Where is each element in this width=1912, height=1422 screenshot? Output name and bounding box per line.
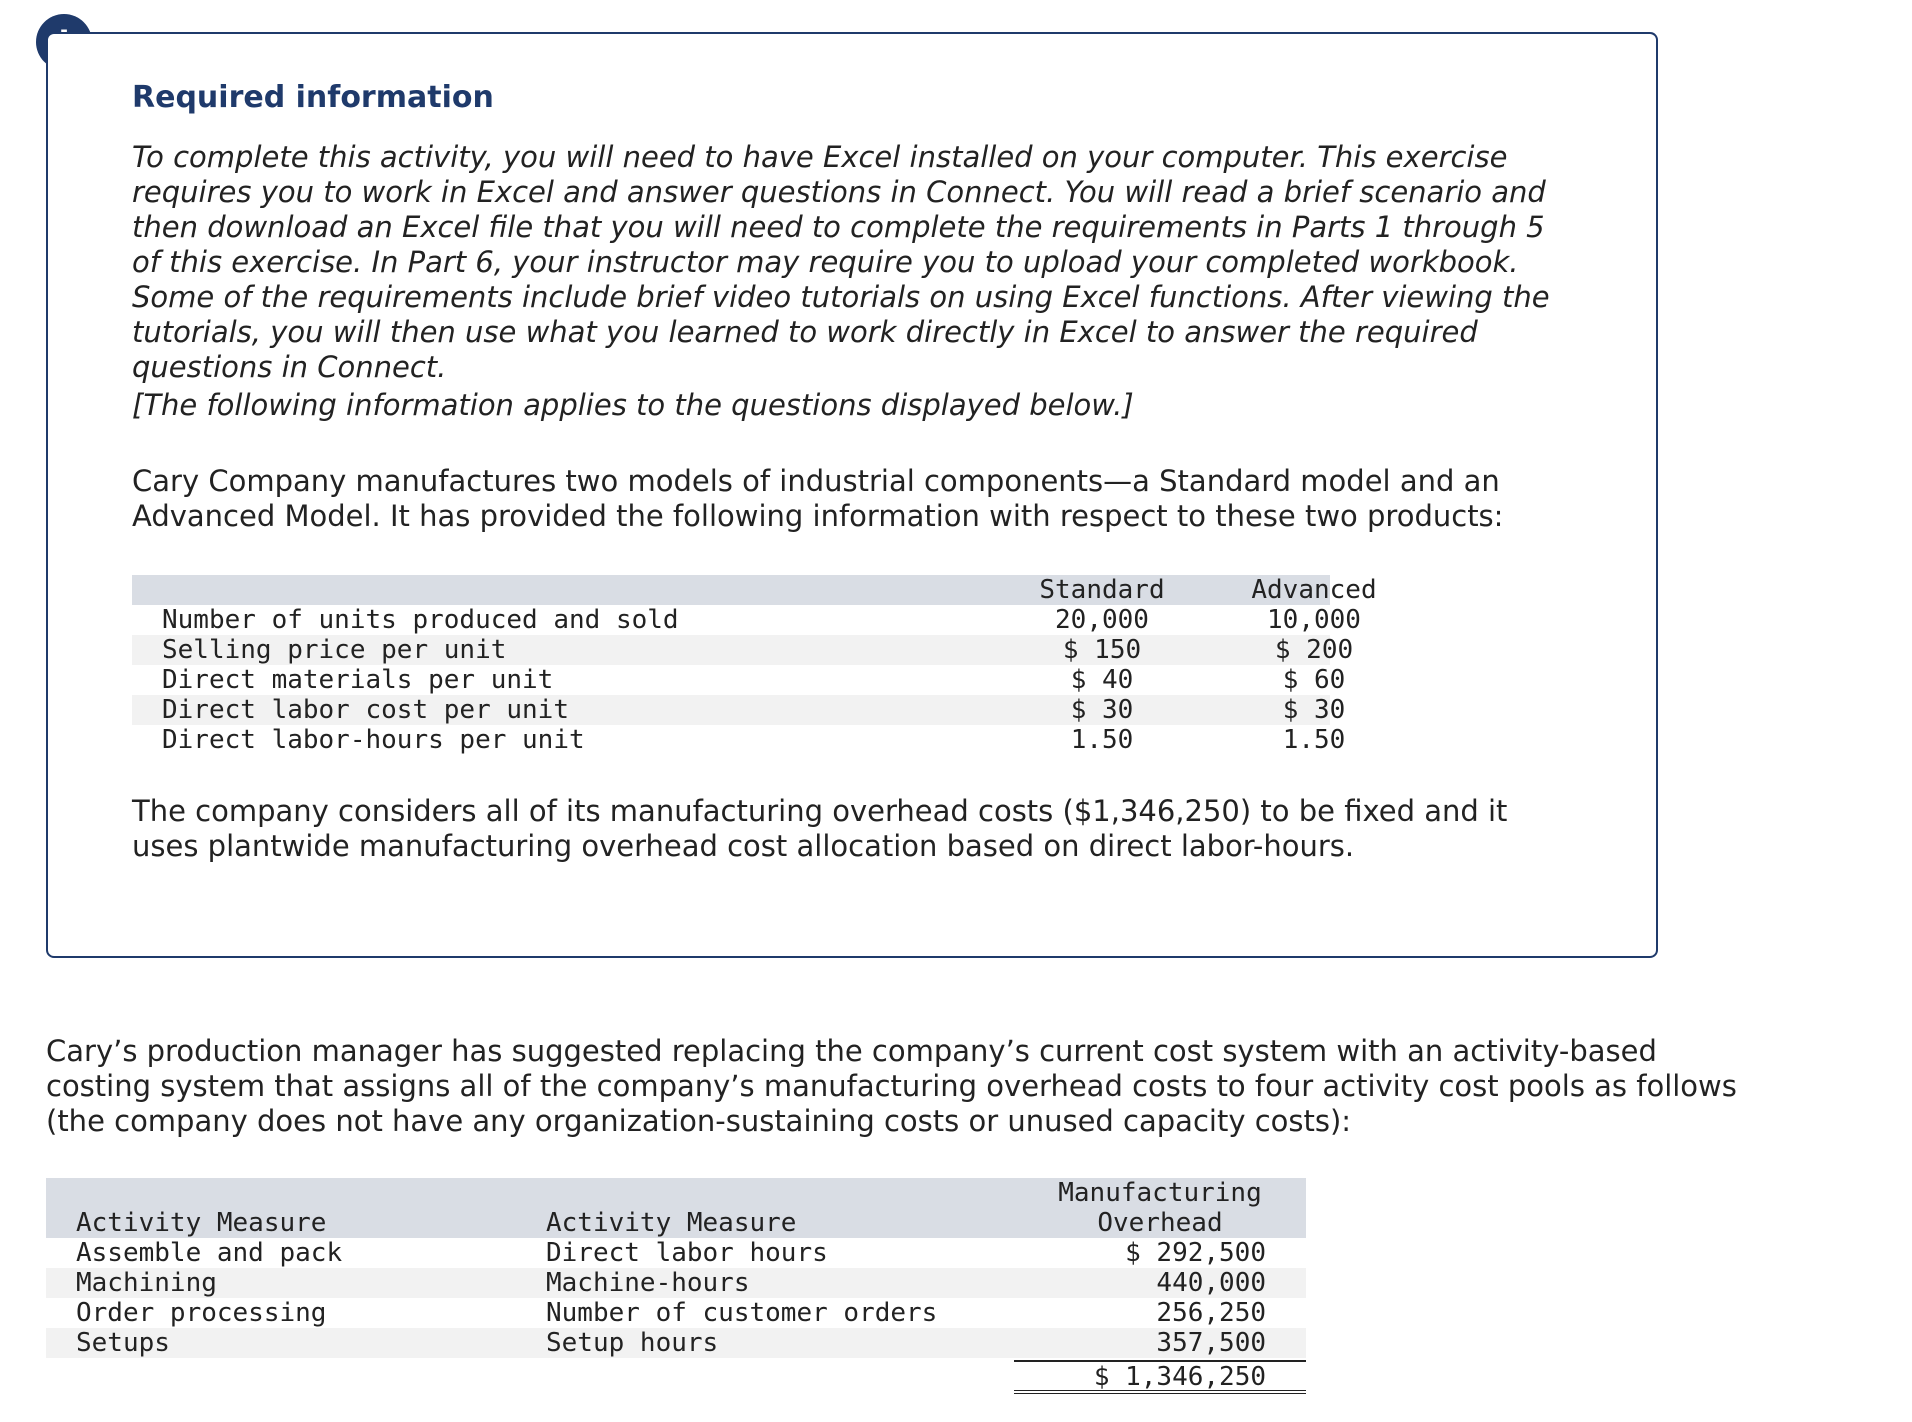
row-label: Direct labor cost per unit [162, 695, 569, 725]
overhead-total: $ 1,346,250 [1014, 1360, 1306, 1394]
table-row [46, 1298, 1306, 1328]
product-data-table [132, 575, 1377, 755]
heading: Required information [132, 80, 494, 115]
applies-note: [The following information applies to the questions displayed below.] [132, 388, 1134, 422]
standard-value: $ 40 [1070, 665, 1134, 695]
table-row [132, 635, 1354, 665]
intro-paragraph: To complete this activity, you will need to have Excel installed on your computer. This exercise requires you to work in Excel and answer questions in Connect. You will read a brief scenario and then download an Excel file that you will need to complete the requirements in Parts 1 through 5 of this exercise. In Part 6, your instructor may require you to upload your completed workbook. Some of the requirements include brief video tutorials on using Excel functions. After viewing the tutorials, you will then use what you learned to work directly in Excel to answer the required questions in Connect. [132, 140, 1550, 384]
activity-measure: Setup hours [546, 1328, 719, 1358]
activity-name: Assemble and pack [76, 1238, 343, 1268]
row-label: Direct materials per unit [162, 665, 554, 695]
table-row [132, 725, 1346, 755]
activity-measure: Machine-hours [546, 1268, 750, 1298]
row-label: Direct labor-hours per unit [162, 725, 585, 755]
column-header-advanced: Advanced [1251, 575, 1377, 605]
advanced-value: $ 60 [1282, 665, 1346, 695]
column-header-activity: Activity Measure [76, 1208, 327, 1238]
table-row [46, 1238, 1306, 1268]
overhead-header-line1: Manufacturing [1058, 1178, 1262, 1208]
activity-measure: Number of customer orders [546, 1298, 938, 1328]
company-description: Cary Company manufactures two models of industrial components—a Standard model and an Advanced Model. It has provided the following information with respect to these two products: [132, 464, 1504, 533]
manager-note: Cary’s production manager has suggested replacing the company’s current cost system with an activity-based costing system that assigns all of the company’s manufacturing overhead costs to four activity cost pools as follows (the company does not have any organization-sustaining costs or unused capacity costs): [46, 1034, 1737, 1138]
activity-cost-table [46, 1178, 1306, 1390]
column-header-measure: Activity Measure [546, 1208, 797, 1238]
overhead-note: The company considers all of its manufacturing overhead costs ($1,346,250) to be fixed and it uses plantwide manufacturing overhead cost allocation based on direct labor-hours. [132, 794, 1508, 863]
column-header-standard: Standard [1039, 575, 1165, 605]
standard-value: 1.50 [1070, 725, 1134, 755]
advanced-value: 1.50 [1282, 725, 1346, 755]
overhead-value: 440,000 [1156, 1268, 1266, 1298]
activity-name: Setups [76, 1328, 170, 1358]
overhead-value: 256,250 [1156, 1298, 1266, 1328]
activity-measure: Direct labor hours [546, 1238, 828, 1268]
table-row [132, 665, 1346, 695]
product-table-header [132, 575, 1377, 605]
overhead-value: 357,500 [1156, 1328, 1266, 1358]
advanced-value: $ 200 [1274, 635, 1354, 665]
column-header-overhead [1014, 1178, 1306, 1238]
standard-value: $ 30 [1070, 695, 1134, 725]
overhead-value: $ 292,500 [1125, 1238, 1266, 1268]
standard-value: $ 150 [1062, 635, 1142, 665]
total-row [46, 1358, 1306, 1390]
row-label: Number of units produced and sold [162, 605, 679, 635]
row-label: Selling price per unit [162, 635, 507, 665]
activity-name: Machining [76, 1268, 217, 1298]
table-row [46, 1328, 1306, 1358]
overhead-header-line2: Overhead [1097, 1208, 1223, 1238]
table-row [132, 695, 1346, 725]
activity-table-header [46, 1178, 1306, 1238]
advanced-value: 10,000 [1267, 605, 1361, 635]
advanced-value: $ 30 [1282, 695, 1346, 725]
standard-value: 20,000 [1055, 605, 1149, 635]
table-row [46, 1268, 1306, 1298]
activity-name: Order processing [76, 1298, 327, 1328]
table-row [132, 605, 1361, 635]
